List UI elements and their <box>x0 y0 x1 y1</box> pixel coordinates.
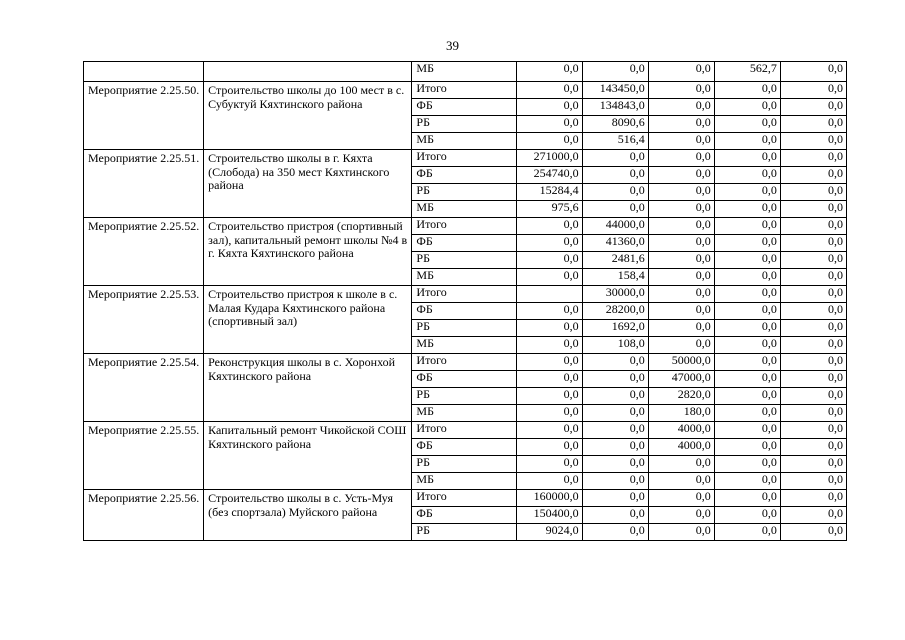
value-cell: 0,0 <box>780 269 846 286</box>
value-cell: 0,0 <box>516 252 582 269</box>
value-cell: 0,0 <box>516 388 582 405</box>
value-cell: 143450,0 <box>582 82 648 99</box>
value-cell: 2820,0 <box>648 388 714 405</box>
value-cell: 158,4 <box>582 269 648 286</box>
measure-description-cell: Строительство школы в г. Кяхта (Слобода) на 350 мест Кяхтинского района <box>204 150 412 218</box>
value-cell: 0,0 <box>516 371 582 388</box>
value-cell: 975,6 <box>516 201 582 218</box>
value-cell: 0,0 <box>780 116 846 133</box>
value-cell: 0,0 <box>582 507 648 524</box>
value-cell: 0,0 <box>780 99 846 116</box>
value-cell: 0,0 <box>714 201 780 218</box>
value-cell: 30000,0 <box>582 286 648 303</box>
table-row <box>84 150 847 167</box>
value-cell: 0,0 <box>516 218 582 235</box>
value-cell: 0,0 <box>780 286 846 303</box>
value-cell: 0,0 <box>516 320 582 337</box>
funding-source-cell: ФБ <box>412 507 516 524</box>
budget-table <box>83 61 847 541</box>
value-cell: 0,0 <box>780 167 846 184</box>
value-cell: 0,0 <box>780 354 846 371</box>
value-cell: 0,0 <box>780 524 846 541</box>
value-cell: 516,4 <box>582 133 648 150</box>
value-cell: 0,0 <box>582 439 648 456</box>
value-cell: 0,0 <box>714 337 780 354</box>
value-cell: 134843,0 <box>582 99 648 116</box>
code-cell-empty <box>84 62 204 82</box>
value-cell: 0,0 <box>780 320 846 337</box>
value-cell: 41360,0 <box>582 235 648 252</box>
value-cell: 0,0 <box>780 62 846 82</box>
value-cell: 0,0 <box>516 62 582 82</box>
funding-source-cell: ФБ <box>412 303 516 320</box>
value-cell: 0,0 <box>780 235 846 252</box>
funding-source-cell: РБ <box>412 456 516 473</box>
value-cell: 254740,0 <box>516 167 582 184</box>
table-row <box>84 82 847 99</box>
value-cell: 0,0 <box>780 303 846 320</box>
value-cell: 0,0 <box>648 524 714 541</box>
value-cell: 0,0 <box>714 167 780 184</box>
value-cell: 0,0 <box>516 473 582 490</box>
value-cell: 47000,0 <box>648 371 714 388</box>
value-cell: 0,0 <box>516 337 582 354</box>
measure-code-cell: Мероприятие 2.25.53. <box>84 286 204 354</box>
value-cell: 0,0 <box>648 150 714 167</box>
value-cell: 0,0 <box>648 201 714 218</box>
value-cell: 0,0 <box>714 320 780 337</box>
value-cell: 0,0 <box>582 201 648 218</box>
value-cell: 4000,0 <box>648 422 714 439</box>
value-cell: 0,0 <box>780 252 846 269</box>
table-row-continued <box>84 62 847 82</box>
measure-code-cell: Мероприятие 2.25.52. <box>84 218 204 286</box>
value-cell: 0,0 <box>780 218 846 235</box>
value-cell: 50000,0 <box>648 354 714 371</box>
value-cell: 28200,0 <box>582 303 648 320</box>
value-cell <box>516 286 582 303</box>
funding-source-cell: Итого <box>412 490 516 507</box>
value-cell: 180,0 <box>648 405 714 422</box>
value-cell: 0,0 <box>648 252 714 269</box>
value-cell: 150400,0 <box>516 507 582 524</box>
value-cell: 0,0 <box>780 184 846 201</box>
value-cell: 0,0 <box>516 235 582 252</box>
value-cell: 108,0 <box>582 337 648 354</box>
measure-code-cell: Мероприятие 2.25.55. <box>84 422 204 490</box>
value-cell: 562,7 <box>714 62 780 82</box>
value-cell: 0,0 <box>780 133 846 150</box>
value-cell: 0,0 <box>714 269 780 286</box>
funding-source-cell: ФБ <box>412 371 516 388</box>
measure-description-cell: Строительство школы до 100 мест в с. Субуктуй Кяхтинского района <box>204 82 412 150</box>
value-cell: 8090,6 <box>582 116 648 133</box>
value-cell: 0,0 <box>714 456 780 473</box>
value-cell: 9024,0 <box>516 524 582 541</box>
value-cell: 0,0 <box>648 167 714 184</box>
value-cell: 4000,0 <box>648 439 714 456</box>
value-cell: 0,0 <box>648 490 714 507</box>
value-cell: 0,0 <box>714 286 780 303</box>
value-cell: 0,0 <box>714 371 780 388</box>
measure-description-cell: Реконструкция школы в с. Хоронхой Кяхтинского района <box>204 354 412 422</box>
value-cell: 0,0 <box>516 116 582 133</box>
value-cell: 160000,0 <box>516 490 582 507</box>
value-cell: 0,0 <box>582 524 648 541</box>
funding-source-cell: ФБ <box>412 439 516 456</box>
value-cell: 0,0 <box>714 150 780 167</box>
value-cell: 0,0 <box>780 422 846 439</box>
measure-description-cell: Строительство пристроя к школе в с. Малая Кудара Кяхтинского района (спортивный зал) <box>204 286 412 354</box>
value-cell: 0,0 <box>714 116 780 133</box>
value-cell: 0,0 <box>780 82 846 99</box>
value-cell: 2481,6 <box>582 252 648 269</box>
value-cell: 0,0 <box>714 473 780 490</box>
value-cell: 0,0 <box>714 422 780 439</box>
value-cell: 1692,0 <box>582 320 648 337</box>
value-cell: 0,0 <box>780 405 846 422</box>
value-cell: 0,0 <box>714 235 780 252</box>
value-cell: 0,0 <box>714 99 780 116</box>
value-cell: 0,0 <box>582 167 648 184</box>
value-cell: 0,0 <box>582 405 648 422</box>
value-cell: 0,0 <box>516 82 582 99</box>
value-cell: 0,0 <box>648 337 714 354</box>
value-cell: 0,0 <box>780 490 846 507</box>
value-cell: 0,0 <box>582 62 648 82</box>
value-cell: 0,0 <box>714 252 780 269</box>
table-row <box>84 354 847 371</box>
value-cell: 0,0 <box>648 62 714 82</box>
value-cell: 0,0 <box>648 269 714 286</box>
value-cell: 0,0 <box>516 439 582 456</box>
funding-source-cell: Итого <box>412 150 516 167</box>
value-cell: 0,0 <box>714 82 780 99</box>
funding-source-cell: Итого <box>412 286 516 303</box>
page-number: 39 <box>446 38 459 53</box>
value-cell: 0,0 <box>780 507 846 524</box>
funding-source-cell: МБ <box>412 201 516 218</box>
value-cell: 0,0 <box>648 320 714 337</box>
funding-source-cell: МБ <box>412 337 516 354</box>
value-cell: 0,0 <box>780 439 846 456</box>
measure-description-cell: Строительство школы в с. Усть-Муя (без спортзала) Муйского района <box>204 490 412 541</box>
value-cell: 0,0 <box>648 218 714 235</box>
value-cell: 0,0 <box>714 133 780 150</box>
value-cell: 0,0 <box>780 456 846 473</box>
value-cell: 0,0 <box>516 456 582 473</box>
measure-description-cell: Строительство пристроя (спортивный зал), капитальный ремонт школы №4 в г. Кяхта Кяхтинского района <box>204 218 412 286</box>
value-cell: 0,0 <box>648 184 714 201</box>
value-cell: 0,0 <box>714 354 780 371</box>
value-cell: 0,0 <box>516 303 582 320</box>
value-cell: 0,0 <box>714 507 780 524</box>
value-cell: 0,0 <box>648 99 714 116</box>
funding-source-cell: МБ <box>412 405 516 422</box>
measure-code-cell: Мероприятие 2.25.51. <box>84 150 204 218</box>
value-cell: 0,0 <box>516 422 582 439</box>
funding-source-cell: Итого <box>412 422 516 439</box>
funding-source-cell: МБ <box>412 473 516 490</box>
value-cell: 0,0 <box>648 303 714 320</box>
value-cell: 0,0 <box>582 354 648 371</box>
value-cell: 0,0 <box>714 218 780 235</box>
value-cell: 0,0 <box>780 371 846 388</box>
funding-source-cell: РБ <box>412 252 516 269</box>
value-cell: 0,0 <box>780 201 846 218</box>
value-cell: 0,0 <box>582 184 648 201</box>
funding-source-cell: Итого <box>412 82 516 99</box>
value-cell: 0,0 <box>780 388 846 405</box>
funding-source-cell: РБ <box>412 184 516 201</box>
value-cell: 0,0 <box>714 490 780 507</box>
value-cell: 271000,0 <box>516 150 582 167</box>
funding-source-cell: РБ <box>412 116 516 133</box>
value-cell: 15284,4 <box>516 184 582 201</box>
budget-table-body <box>84 62 847 541</box>
measure-description-cell: Капитальный ремонт Чикойской СОШ Кяхтинского района <box>204 422 412 490</box>
value-cell: 0,0 <box>516 99 582 116</box>
funding-source-cell: ФБ <box>412 167 516 184</box>
value-cell: 0,0 <box>714 405 780 422</box>
value-cell: 0,0 <box>714 303 780 320</box>
measure-code-cell: Мероприятие 2.25.56. <box>84 490 204 541</box>
funding-source-cell: ФБ <box>412 99 516 116</box>
table-row <box>84 490 847 507</box>
funding-source-cell: РБ <box>412 320 516 337</box>
table-row <box>84 286 847 303</box>
value-cell: 0,0 <box>648 286 714 303</box>
value-cell: 0,0 <box>714 439 780 456</box>
value-cell: 0,0 <box>780 150 846 167</box>
value-cell: 0,0 <box>582 422 648 439</box>
value-cell: 0,0 <box>648 116 714 133</box>
table-row <box>84 218 847 235</box>
value-cell: 0,0 <box>714 184 780 201</box>
value-cell: 0,0 <box>582 490 648 507</box>
value-cell: 0,0 <box>516 405 582 422</box>
value-cell: 0,0 <box>648 473 714 490</box>
value-cell: 0,0 <box>648 133 714 150</box>
funding-source-cell: МБ <box>412 62 516 82</box>
funding-source-cell: МБ <box>412 269 516 286</box>
value-cell: 0,0 <box>582 456 648 473</box>
value-cell: 0,0 <box>516 133 582 150</box>
value-cell: 0,0 <box>648 507 714 524</box>
value-cell: 0,0 <box>582 473 648 490</box>
value-cell: 0,0 <box>648 82 714 99</box>
funding-source-cell: Итого <box>412 218 516 235</box>
value-cell: 0,0 <box>648 235 714 252</box>
value-cell: 0,0 <box>714 388 780 405</box>
funding-source-cell: МБ <box>412 133 516 150</box>
value-cell: 0,0 <box>516 354 582 371</box>
value-cell: 0,0 <box>582 388 648 405</box>
value-cell: 0,0 <box>648 456 714 473</box>
funding-source-cell: ФБ <box>412 235 516 252</box>
value-cell: 0,0 <box>780 337 846 354</box>
value-cell: 0,0 <box>714 524 780 541</box>
value-cell: 44000,0 <box>582 218 648 235</box>
value-cell: 0,0 <box>582 150 648 167</box>
funding-source-cell: РБ <box>412 524 516 541</box>
table-row <box>84 422 847 439</box>
measure-code-cell: Мероприятие 2.25.54. <box>84 354 204 422</box>
funding-source-cell: Итого <box>412 354 516 371</box>
funding-source-cell: РБ <box>412 388 516 405</box>
value-cell: 0,0 <box>516 269 582 286</box>
value-cell: 0,0 <box>780 473 846 490</box>
description-cell-empty <box>204 62 412 82</box>
value-cell: 0,0 <box>582 371 648 388</box>
measure-code-cell: Мероприятие 2.25.50. <box>84 82 204 150</box>
